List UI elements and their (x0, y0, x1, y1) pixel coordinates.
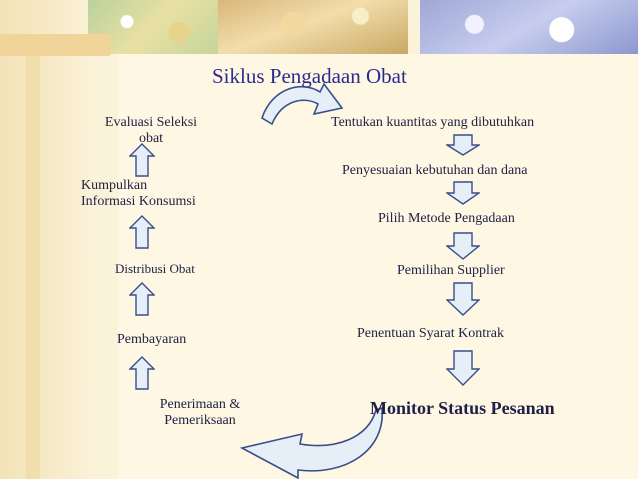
step-label-line: Penerimaan & (159, 397, 241, 412)
up-arrow (129, 143, 155, 177)
up-arrow (129, 356, 155, 390)
diagram-title: Siklus Pengadaan Obat (212, 64, 407, 88)
step-label-line: obat (138, 131, 164, 146)
down-arrow (446, 181, 480, 205)
down-arrow (446, 350, 480, 386)
flower-image-tile (218, 0, 408, 54)
flower-image-tile (420, 0, 638, 54)
step-label-line: Evaluasi Seleksi (104, 115, 198, 130)
background-top-band (0, 34, 110, 56)
step-pemilihan-supplier: Pemilihan Supplier (397, 263, 505, 278)
down-arrow (446, 232, 480, 260)
step-penentuan-kontrak: Penentuan Syarat Kontrak (357, 326, 504, 341)
step-pilih-metode: Pilih Metode Pengadaan (378, 211, 515, 226)
step-penerimaan-pemeriksaan (138, 397, 262, 429)
up-arrow (129, 215, 155, 249)
step-distribusi-obat: Distribusi Obat (115, 261, 195, 276)
step-penyesuaian-kebutuhan: Penyesuaian kebutuhan dan dana (342, 163, 528, 178)
step-kumpulkan-informasi (81, 178, 196, 210)
step-pembayaran: Pembayaran (117, 332, 187, 347)
step-monitor-status: Monitor Status Pesanan (370, 398, 555, 418)
step-label-line: Informasi Konsumsi (81, 194, 196, 209)
step-label-line: Kumpulkan (81, 178, 148, 193)
background-left-stripe (26, 40, 40, 479)
down-arrow (446, 282, 480, 316)
background-left-bar (0, 0, 88, 479)
up-arrow (129, 282, 155, 316)
step-label-line: Pemeriksaan (164, 413, 236, 428)
step-tentukan-kuantitas: Tentukan kuantitas yang dibutuhkan (331, 115, 535, 130)
down-arrow (446, 134, 480, 156)
